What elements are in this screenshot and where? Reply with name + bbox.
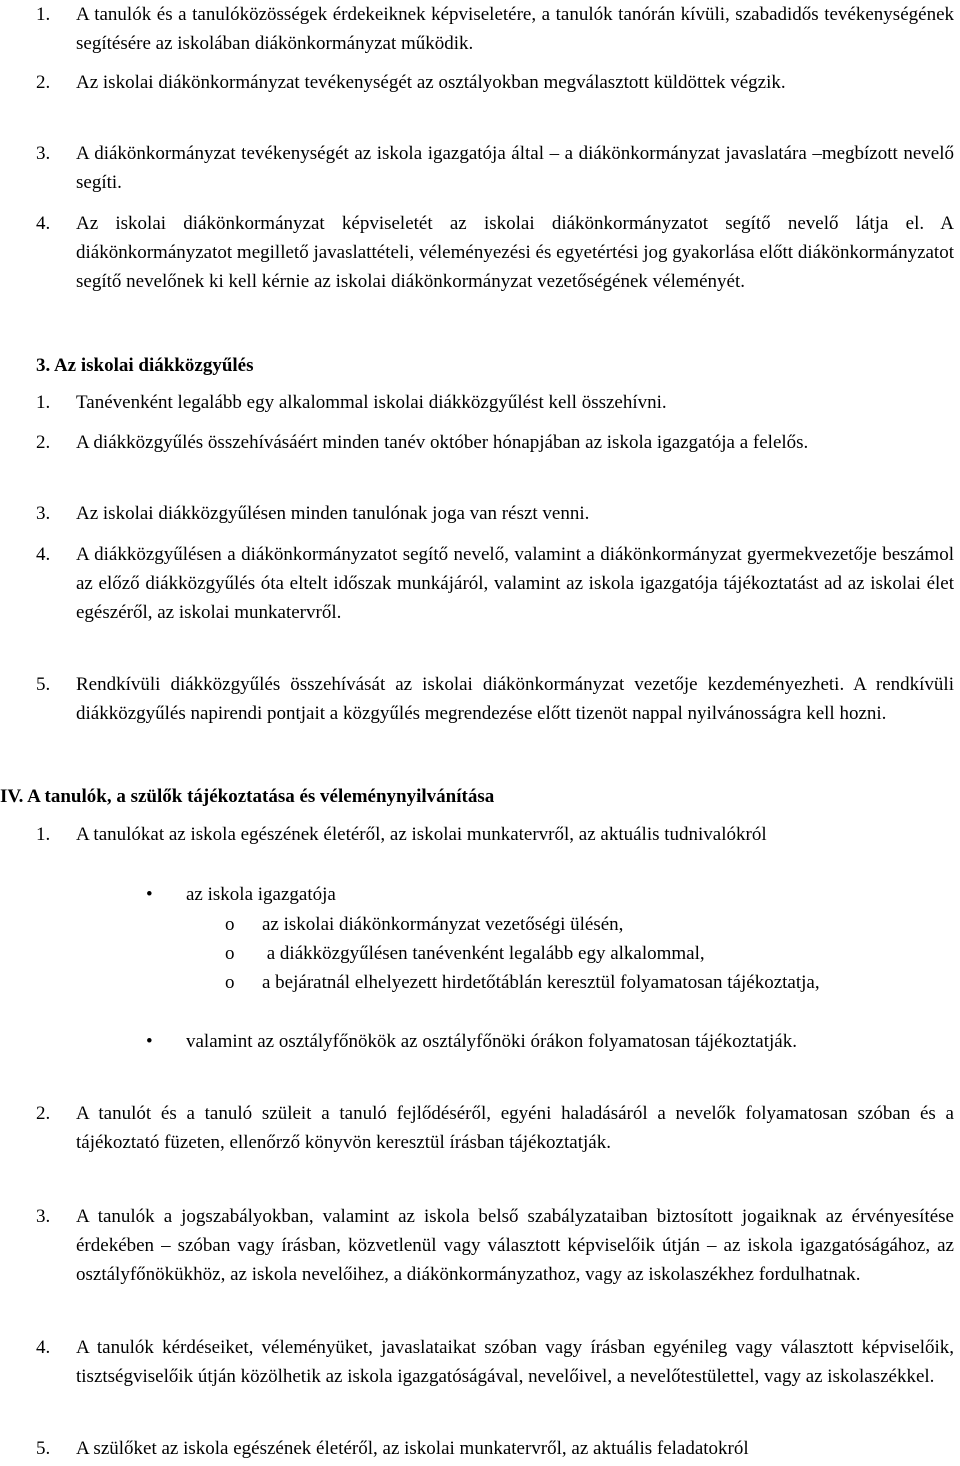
bullet-icon: • xyxy=(146,884,153,905)
circle-bullet-icon: o xyxy=(225,972,235,993)
item-number: 1. xyxy=(36,392,51,413)
item-text: A tanulók és a tanulóközösségek érdekeiknek képviseletére, a tanulók tanórán kívüli, szabadidős tevékenységének segítésére az iskolában diákönkormányzat működik. xyxy=(76,4,954,54)
sub-item-text: a diákközgyűlésen tanévenként legalább egy alkalommal, xyxy=(262,943,705,964)
item-text: A tanulókat az iskola egészének életéről, az iskolai munkatervről, az aktuális tudnivalókról xyxy=(76,824,767,845)
item-number: 2. xyxy=(36,1103,51,1124)
circle-bullet-icon: o xyxy=(225,914,235,935)
list-item xyxy=(0,1202,960,1289)
item-number: 2. xyxy=(36,432,51,453)
bullet-item xyxy=(0,1027,960,1056)
list-item xyxy=(0,1333,960,1391)
section-heading: IV. A tanulók, a szülők tájékoztatása és véleménynyilvánítása xyxy=(0,786,495,807)
item-text: A tanulót és a tanuló szüleit a tanuló fejlődéséről, egyéni haladásáról a nevelők folyamatosan szóban és a tájékoztató füzeten, ellenőrző könyvön keresztül írásban tájékoztatják. xyxy=(76,1103,954,1153)
list-item xyxy=(0,499,960,528)
item-number: 2. xyxy=(36,72,51,93)
item-text: A tanulók kérdéseiket, véleményüket, javaslataikat szóban vagy írásban egyénileg vagy választott képviselőik, tisztségviselőik útján közölhetik az iskola igazgatóságával, nevelőivel, a nevelőtestülettel, vagy az iskolaszékkel. xyxy=(76,1337,954,1387)
circle-bullet-icon: o xyxy=(225,943,235,964)
list-item xyxy=(0,1099,960,1157)
sub-item-text: a bejáratnál elhelyezett hirdetőtáblán keresztül folyamatosan tájékoztatja, xyxy=(262,972,820,993)
item-number: 3. xyxy=(36,143,51,164)
item-number: 5. xyxy=(36,1438,51,1459)
item-text: Rendkívüli diákközgyűlés összehívását az iskolai diákönkormányzat vezetője kezdeményezheti. A rendkívüli diákközgyűlés napirendi pontjait a közgyűlés megrendezése előtt tizenöt nappal nyilvánosságra kell hozni. xyxy=(76,674,954,724)
sub-list-item xyxy=(0,910,960,939)
item-text: A szülőket az iskola egészének életéről, az iskolai munkatervről, az aktuális feladatokról xyxy=(76,1438,749,1459)
item-text: Tanévenként legalább egy alkalommal iskolai diákközgyűlést kell összehívni. xyxy=(76,392,667,413)
item-number: 1. xyxy=(36,4,51,25)
item-text: A diákközgyűlés összehívásáért minden tanév október hónapjában az iskola igazgatója a felelős. xyxy=(76,432,809,453)
sub-list-item xyxy=(0,939,960,968)
item-number: 4. xyxy=(36,213,51,234)
item-number: 3. xyxy=(36,1206,51,1227)
bullet-text: valamint az osztályfőnökök az osztályfőnöki órákon folyamatosan tájékoztatják. xyxy=(186,1031,797,1052)
sub-item-text: az iskolai diákönkormányzat vezetőségi ülésén, xyxy=(262,914,624,935)
item-text: Az iskolai diákönkormányzat képviseletét az iskolai diákönkormányzatot segítő nevelő látja el. A diákönkormányzatot megillető javaslattételi, véleményezési és egyetértési jog gyakorlása előtt diákönkormányzatot segítő nevelőnek ki kell kérnie az iskolai diákönkormányzat vezetőségének véleményét. xyxy=(76,213,954,292)
item-number: 3. xyxy=(36,503,51,524)
item-text: Az iskolai diákközgyűlésen minden tanulónak joga van részt venni. xyxy=(76,503,590,524)
list-item xyxy=(0,1434,960,1463)
item-text: A tanulók a jogszabályokban, valamint az iskola belső szabályzataiban biztosított jogaiknak az érvényesítése érdekében – szóban vagy írásban, közvetlenül vagy választott képviselőik útján – az iskola igazgatóságához, az osztályfőnökükhöz, az iskola nevelőihez, a diákönkormányzathoz, vagy az iskolaszékhez fordulhatnak. xyxy=(76,1206,954,1285)
list-item xyxy=(0,670,960,728)
item-text: A diákönkormányzat tevékenységét az iskola igazgatója által – a diákönkormányzat javaslatára –megbízott nevelő segíti. xyxy=(76,143,954,193)
bullet-icon: • xyxy=(146,1031,153,1052)
bullet-text: az iskola igazgatója xyxy=(186,884,336,905)
list-item xyxy=(0,209,960,296)
item-number: 4. xyxy=(36,544,51,565)
item-number: 1. xyxy=(36,824,51,845)
item-text: Az iskolai diákönkormányzat tevékenységét az osztályokban megválasztott küldöttek végzik. xyxy=(76,72,786,93)
sub-list-item xyxy=(0,968,960,997)
list-item xyxy=(0,139,960,197)
item-text: A diákközgyűlésen a diákönkormányzatot segítő nevelő, valamint a diákönkormányzat gyermekvezetője beszámol az előző diákközgyűlés óta eltelt időszak munkájáról, valamint az iskola igazgatója tájékoztatást ad az iskolai élet egészéről, az iskolai munkatervről. xyxy=(76,544,954,623)
list-item xyxy=(0,388,960,417)
list-item xyxy=(0,540,960,627)
bullet-item xyxy=(0,880,960,909)
item-number: 5. xyxy=(36,674,51,695)
list-item xyxy=(0,820,960,849)
list-item xyxy=(0,0,960,58)
section-heading: 3. Az iskolai diákközgyűlés xyxy=(36,355,254,376)
item-number: 4. xyxy=(36,1337,51,1358)
list-item xyxy=(0,428,960,457)
list-item xyxy=(0,68,960,97)
